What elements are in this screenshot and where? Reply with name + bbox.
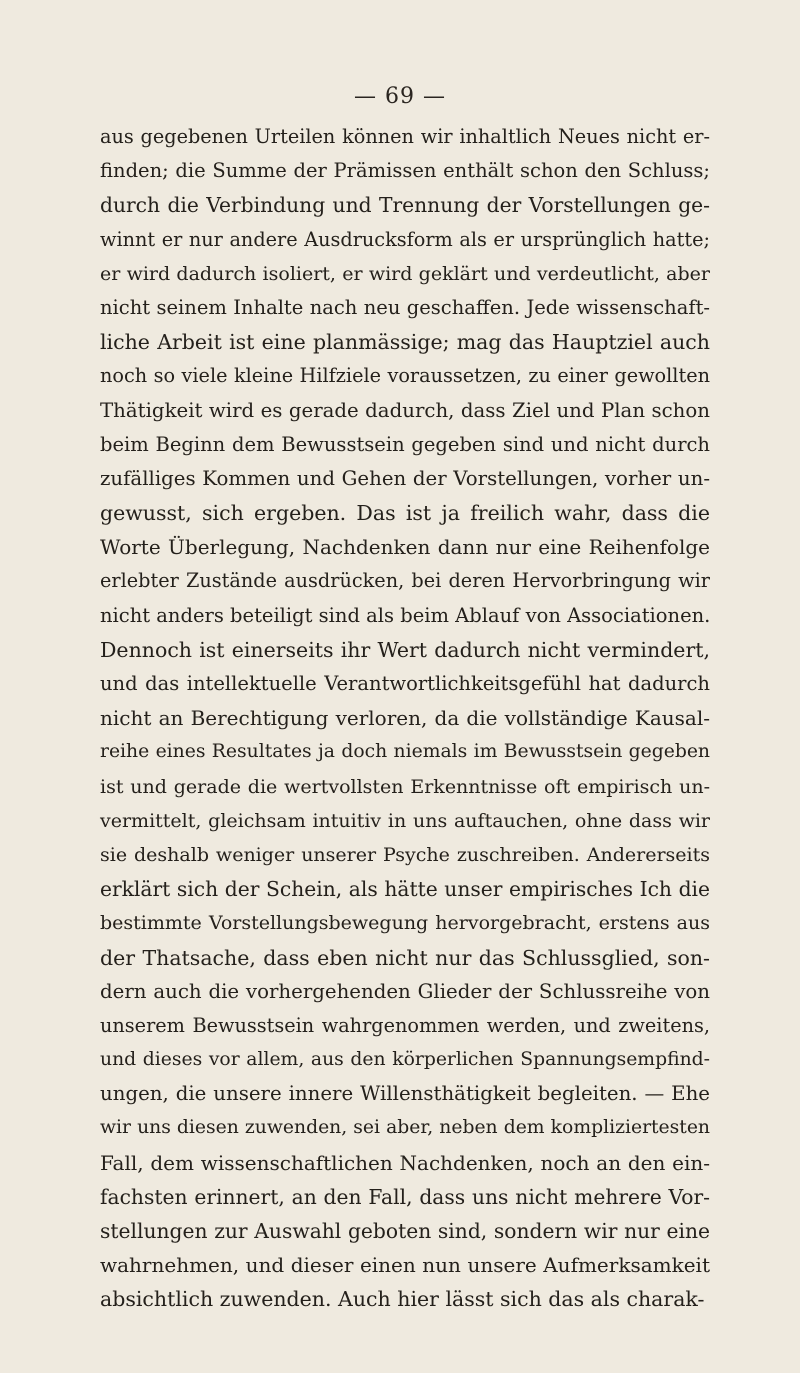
text-line: zufälliges Kommen und Gehen der Vorstellungen, vorher un- bbox=[100, 466, 710, 490]
page-number: — 69 — bbox=[354, 84, 446, 109]
text-line: sie deshalb weniger unserer Psyche zuschreiben. Andererseits bbox=[100, 843, 710, 866]
text-line: wir uns diesen zuwenden, sei aber, neben dem kompliziertesten bbox=[100, 1117, 710, 1139]
text-line: wahrnehmen, und dieser einen nun unsere Aufmerksamkeit bbox=[100, 1253, 710, 1278]
text-line: Fall, dem wissenschaftlichen Nachdenken, noch an den ein- bbox=[100, 1150, 710, 1175]
text-line: Dennoch ist einerseits ihr Wert dadurch nicht vermindert, bbox=[100, 637, 710, 662]
text-line: fachsten erinnert, an den Fall, dass uns nicht mehrere Vor- bbox=[100, 1184, 710, 1209]
text-line: Worte Überlegung, Nachdenken dann nur eine Reihenfolge bbox=[100, 535, 710, 560]
text-line: nicht seinem Inhalte nach neu geschaffen. Jede wissenschaft- bbox=[100, 295, 710, 319]
text-line: nicht anders beteiligt sind als beim Ablauf von Associationen. bbox=[100, 603, 711, 627]
text-line: finden; die Summe der Prämissen enthält schon den Schluss; bbox=[100, 159, 710, 183]
text-line: winnt er nur andere Ausdrucksform als er ursprünglich hatte; bbox=[100, 227, 710, 251]
text-line: nicht an Berechtigung verloren, da die vollständige Kausal- bbox=[100, 706, 710, 731]
text-line: ungen, die unsere innere Willensthätigkeit begleiten. — Ehe bbox=[100, 1082, 710, 1106]
text-line: erklärt sich der Schein, als hätte unser empirisches Ich die bbox=[100, 877, 710, 902]
text-line: ist und gerade die wertvollsten Erkenntnisse oft empirisch un- bbox=[100, 775, 710, 798]
text-line: stellungen zur Auswahl geboten sind, sondern wir nur eine bbox=[100, 1219, 710, 1243]
text-line: er wird dadurch isoliert, er wird geklärt und verdeutlicht, aber bbox=[100, 262, 710, 285]
text-line: vermittelt, gleichsam intuitiv in uns auftauchen, ohne dass wir bbox=[100, 809, 710, 832]
text-line: der Thatsache, dass eben nicht nur das Schlussglied, son- bbox=[100, 945, 710, 970]
text-line: absichtlich zuwenden. Auch hier lässt sich das als charak- bbox=[100, 1287, 705, 1312]
text-line: beim Beginn dem Bewusstsein gegeben sind und nicht durch bbox=[100, 432, 710, 456]
text-line: liche Arbeit ist eine planmässige; mag das Hauptziel auch bbox=[100, 330, 710, 355]
text-line: unserem Bewusstsein wahrgenommen werden, und zweitens, bbox=[100, 1013, 710, 1037]
text-line: noch so viele kleine Hilfziele voraussetzen, zu einer gewollten bbox=[100, 364, 710, 388]
text-line: und das intellektuelle Verantwortlichkeitsgefühl hat dadurch bbox=[100, 672, 710, 695]
text-line: durch die Verbindung und Trennung der Vorstellungen ge- bbox=[100, 193, 710, 218]
text-line: erlebter Zustände ausdrücken, bei deren Hervorbringung wir bbox=[100, 569, 710, 593]
body-text bbox=[100, 120, 710, 1317]
text-line: reihe eines Resultates ja doch niemals im Bewusstsein gegeben bbox=[100, 741, 710, 763]
text-line: aus gegebenen Urteilen können wir inhaltlich Neues nicht er- bbox=[100, 125, 710, 148]
text-line: Thätigkeit wird es gerade dadurch, dass Ziel und Plan schon bbox=[100, 398, 710, 422]
text-line: bestimmte Vorstellungsbewegung hervorgebracht, erstens aus bbox=[100, 912, 710, 935]
text-line: gewusst, sich ergeben. Das ist ja freilich wahr, dass die bbox=[100, 501, 710, 526]
text-line: dern auch die vorhergehenden Glieder der Schlussreihe von bbox=[100, 979, 710, 1003]
text-line: und dieses vor allem, aus den körperlichen Spannungsempfind- bbox=[100, 1049, 710, 1071]
